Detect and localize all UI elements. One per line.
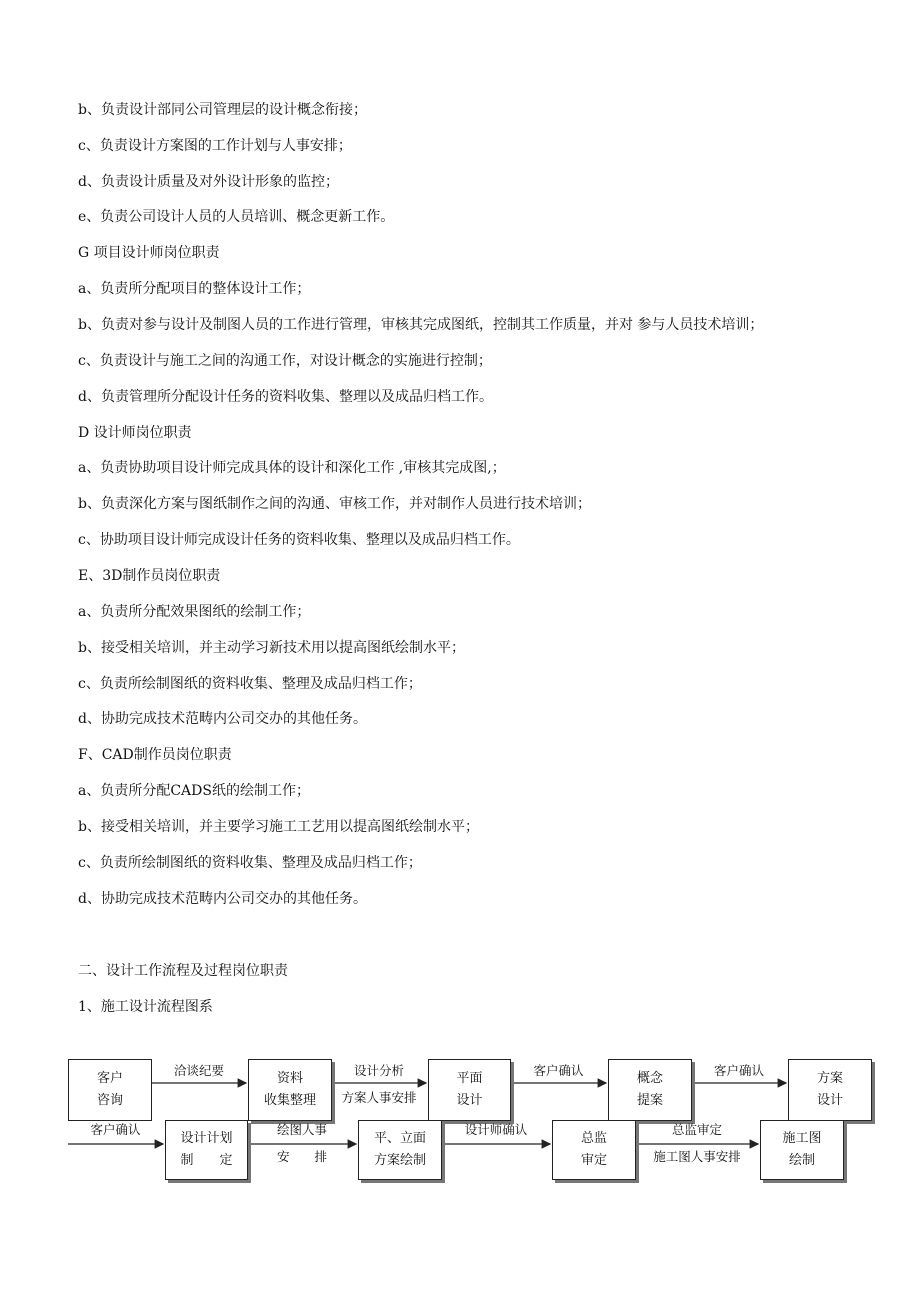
flow-box-line: 收集整理 bbox=[263, 1093, 316, 1108]
duty-line: a、负责所分配CADS纸的绘制工作； bbox=[78, 783, 310, 799]
duty-line: c、负责设计与施工之间的沟通工作，对设计概念的实施进行控制； bbox=[78, 353, 492, 369]
arrow-label: 方案人事安排 bbox=[341, 1090, 417, 1105]
duty-line: b、接受相关培训，并主动学习新技术用以提高图纸绘制水平； bbox=[78, 640, 465, 656]
flow-box-line: 制 定 bbox=[180, 1153, 233, 1168]
duty-line: b、负责设计部同公司管理层的设计概念衔接； bbox=[78, 102, 367, 118]
flow-box-line: 提案 bbox=[636, 1093, 663, 1108]
flow-box-line: 平、立面 bbox=[373, 1131, 426, 1146]
flow-box-line: 咨询 bbox=[96, 1093, 123, 1108]
flow-box-line: 设计 bbox=[816, 1093, 843, 1108]
section-title: F、CAD制作员岗位职责 bbox=[78, 747, 232, 763]
duty-line: b、负责对参与设计及制图人员的工作进行管理，审核其完成图纸，控制其工作质量，并对 参与人员技术培训； bbox=[78, 317, 764, 333]
arrow-label: 设计分析 bbox=[353, 1063, 404, 1078]
flow-box bbox=[428, 1059, 511, 1121]
duty-line: e、负责公司设计人员的人员培训、概念更新工作。 bbox=[78, 209, 395, 225]
duty-line: b、接受相关培训，并主要学习施工工艺用以提高图纸绘制水平； bbox=[78, 819, 479, 835]
arrow-label: 施工图人事安排 bbox=[653, 1149, 741, 1164]
duty-line: c、协助项目设计师完成设计任务的资料收集、整理以及成品归档工作。 bbox=[78, 532, 520, 548]
flow-box bbox=[68, 1059, 152, 1121]
flow-box-line: 资料 bbox=[276, 1071, 303, 1086]
flow-box bbox=[248, 1059, 332, 1121]
flow-box-line: 概念 bbox=[636, 1071, 663, 1086]
flow-box bbox=[608, 1059, 692, 1121]
section-title: D 设计师岗位职责 bbox=[78, 425, 192, 441]
duty-line: b、负责深化方案与图纸制作之间的沟通、审核工作，并对制作人员进行技术培训； bbox=[78, 496, 591, 512]
arrow-label: 客户确认 bbox=[90, 1122, 141, 1137]
arrow-label: 洽谈纪要 bbox=[173, 1063, 224, 1078]
flow-box-line: 设计 bbox=[456, 1093, 483, 1108]
arrow-label: 绘图人事 bbox=[276, 1122, 327, 1137]
flow-box-line: 设计计划 bbox=[180, 1131, 233, 1146]
flow-box-line: 平面 bbox=[456, 1071, 483, 1086]
duty-line: c、负责所绘制图纸的资料收集、整理及成品归档工作； bbox=[78, 676, 422, 692]
duty-line: a、负责协助项目设计师完成具体的设计和深化工作 ,审核其完成图,； bbox=[78, 460, 506, 476]
flow-box-line: 方案 bbox=[816, 1071, 843, 1086]
arrow-label: 总监审定 bbox=[671, 1122, 722, 1137]
duty-line: a、负责所分配项目的整体设计工作； bbox=[78, 281, 311, 297]
duty-line: d、负责管理所分配设计任务的资料收集、整理以及成品归档工作。 bbox=[78, 389, 493, 405]
flow-box-line: 施工图 bbox=[782, 1131, 822, 1146]
duty-line: c、负责所绘制图纸的资料收集、整理及成品归档工作； bbox=[78, 855, 422, 871]
section-title: G 项目设计师岗位职责 bbox=[78, 245, 220, 261]
section-title: E、3D制作员岗位职责 bbox=[78, 568, 221, 584]
arrow-label: 设计师确认 bbox=[464, 1122, 528, 1137]
flow-box-line: 总监 bbox=[580, 1131, 607, 1146]
flow-box-line: 绘制 bbox=[788, 1153, 815, 1168]
arrow-label: 安 排 bbox=[276, 1149, 327, 1164]
arrow-label: 客户确认 bbox=[713, 1063, 764, 1078]
duty-line: a、负责所分配效果图纸的绘制工作； bbox=[78, 604, 311, 620]
duty-line: d、负责设计质量及对外设计形象的监控； bbox=[78, 174, 339, 190]
flow-box-line: 客户 bbox=[96, 1071, 123, 1086]
arrow-label: 客户确认 bbox=[533, 1063, 584, 1078]
duty-line: d、协助完成技术范畴内公司交办的其他任务。 bbox=[78, 711, 367, 727]
duty-line: d、协助完成技术范畴内公司交办的其他任务。 bbox=[78, 891, 367, 907]
flow-box bbox=[552, 1120, 636, 1180]
duty-line: c、负责设计方案图的工作计划与人事安排； bbox=[78, 138, 352, 154]
section-heading: 二、设计工作流程及过程岗位职责 bbox=[78, 963, 288, 979]
flow-box bbox=[788, 1059, 872, 1121]
flow-box bbox=[165, 1120, 248, 1180]
flow-box bbox=[358, 1120, 442, 1180]
flow-box bbox=[760, 1120, 844, 1180]
sub-heading: 1、施工设计流程图系 bbox=[78, 999, 213, 1015]
flow-box-line: 审定 bbox=[580, 1153, 607, 1168]
flow-box-line: 方案绘制 bbox=[373, 1153, 426, 1168]
